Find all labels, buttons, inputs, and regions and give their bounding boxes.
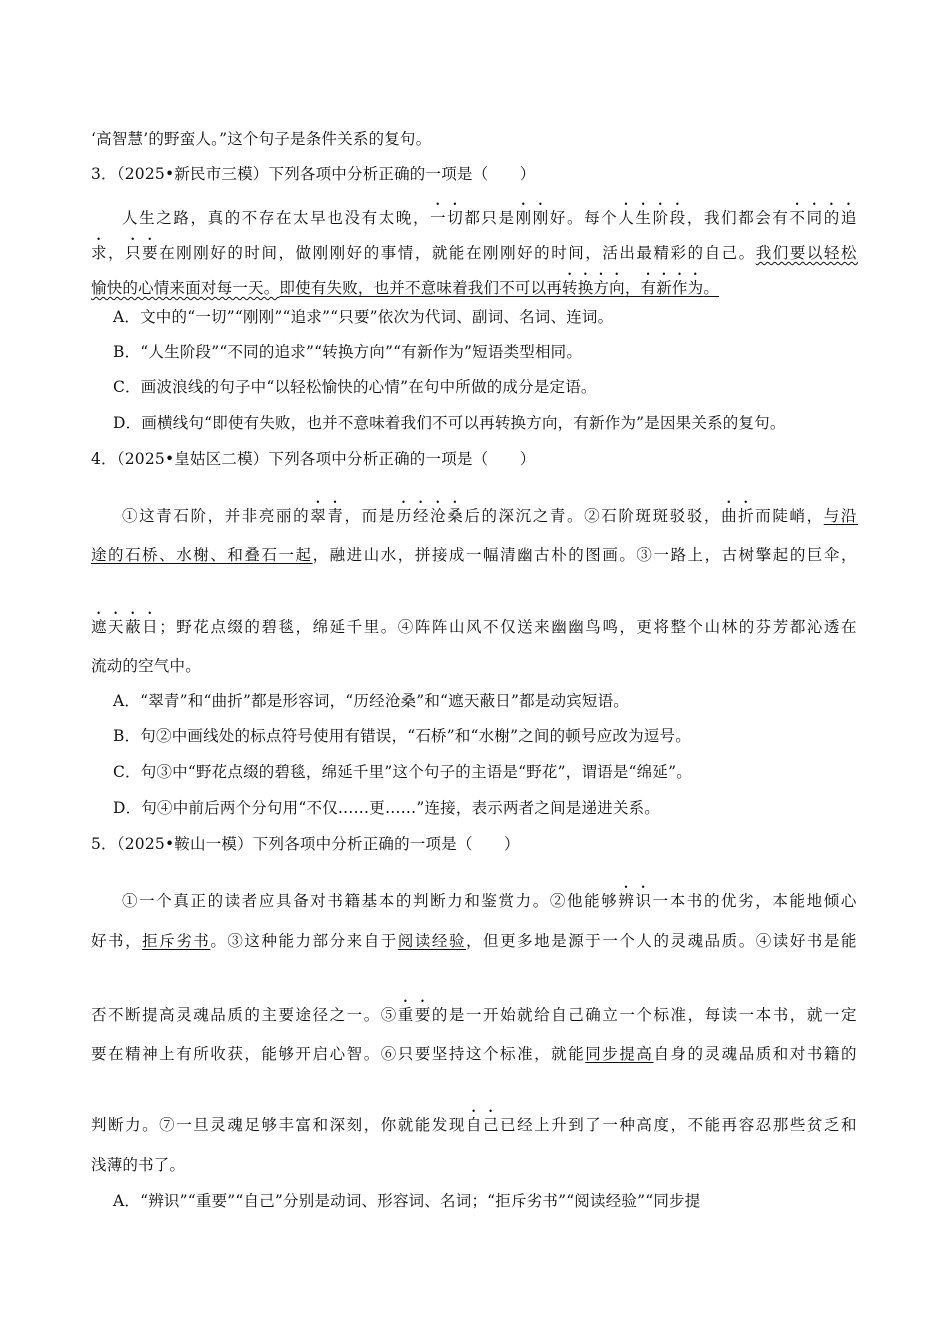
text-segment: ，但更多地是源于一个人的灵魂品质。④读好书是能 xyxy=(466,932,858,950)
text-line xyxy=(113,691,629,711)
text-segment: 。③这种能力部分来自于 xyxy=(210,932,398,950)
emphasized-word: 只要 xyxy=(125,244,160,262)
text-segment: 好书， xyxy=(91,932,143,950)
text-segment: C．句③中“野花点缀的碧毯，绵延千里”这个句子的主语是“野花”，谓语是“绵延”。 xyxy=(113,763,692,781)
text-segment: ①这青石阶，并非亮丽的 xyxy=(122,507,311,525)
text-line xyxy=(113,342,582,362)
text-segment: ‘高智慧’的野蛮人。”这个句子是条件关系的复句。 xyxy=(91,130,432,148)
text-segment: 已经上升到了一种高度，不能再容忍那些贫乏和 xyxy=(500,1116,859,1134)
text-segment: 4．（2025•皇姑区二模）下列各项中分析正确的一项是（ ） xyxy=(91,450,536,468)
text-segment: B．句②中画线处的标点符号使用有错误，“石桥”和“水榭”之间的顿号应改为逗号。 xyxy=(113,727,691,745)
text-segment: 自身的灵魂品质和对书籍的 xyxy=(653,1045,858,1063)
emphasized-word: 重要 xyxy=(397,1006,432,1024)
text-segment: ， xyxy=(108,244,126,262)
underlined-text: ， xyxy=(624,279,641,297)
underlined-text: 阅读经验 xyxy=(397,932,466,950)
text-segment: B．“人生阶段”“不同的追求”“转换方向”“有新作为”短语类型相同。 xyxy=(113,343,583,361)
text-segment: 否不断提高灵魂品质的主要途径之一。⑤ xyxy=(91,1006,398,1024)
text-segment: 而陡峭， xyxy=(755,507,824,525)
text-line xyxy=(91,1107,858,1135)
text-segment: 在刚刚好的时间，做刚刚好的事情，就能在刚刚好的时间，活出最精彩的自己。 xyxy=(159,244,756,262)
text-line xyxy=(113,413,786,433)
emphasized-word: 自己 xyxy=(465,1116,501,1134)
text-segment: 判断力。⑦一旦灵魂足够丰富和深刻，你就能发现 xyxy=(91,1116,466,1134)
text-line xyxy=(91,997,858,1025)
text-line xyxy=(91,449,535,469)
text-line xyxy=(91,834,520,854)
text-line xyxy=(91,545,858,565)
emphasized-word: 转换方向 xyxy=(562,279,625,297)
text-line xyxy=(91,609,858,637)
text-line xyxy=(91,931,858,951)
text-line xyxy=(122,200,858,228)
text-line xyxy=(91,270,719,298)
emphasized-word: 刚刚 xyxy=(515,209,550,227)
text-segment: A．“辨识”“重要”“自己”分别是动词、形容词、名词；“拒斥劣书”“阅读经验”“同步提 xyxy=(113,1192,701,1210)
emphasized-word: 辨识 xyxy=(618,892,653,910)
text-segment: 后的深沉之青。②石阶斑斑驳驳， xyxy=(464,507,722,525)
text-line xyxy=(91,164,535,184)
text-segment: 好。每个 xyxy=(549,209,619,227)
text-segment: 浅薄的书了。 xyxy=(91,1156,186,1174)
underlined-text: 拒斥劣书 xyxy=(142,932,211,950)
underlined-text: 途的石桥、水榭、和叠石一起 xyxy=(91,546,313,564)
text-segment: ；野花点缀的碧毯，绵延千里。④阵阵山风不仅送来幽幽鸟鸣，更将整个山林的芬芳都沁透在 xyxy=(159,618,858,636)
text-line xyxy=(122,883,858,911)
text-segment: 的是一开始就给自己确立一个标准，每读一本书，就一定 xyxy=(431,1006,858,1024)
emphasized-word: 求 xyxy=(91,244,109,262)
text-segment: ，我们都会有 xyxy=(686,209,790,227)
emphasized-word: 遮天蔽日 xyxy=(91,618,160,636)
text-line xyxy=(122,498,858,526)
text-segment: A．文中的“一切”“刚刚”“追求”“只要”依次为代词、副词、名词、连词。 xyxy=(113,308,614,326)
text-segment: 一本书的优劣，本能地倾心 xyxy=(652,892,858,910)
text-segment: C．画波浪线的句子中“以轻松愉快的心情”在句中所做的成分是定语。 xyxy=(113,378,597,396)
text-segment: ①一个真正的读者应具备对书籍基本的判断力和鉴赏力。②他能够 xyxy=(122,892,619,910)
text-line xyxy=(113,377,597,397)
text-line xyxy=(91,235,858,263)
text-line xyxy=(113,726,691,746)
emphasized-word: 历经沧桑 xyxy=(395,507,465,525)
emphasized-word: 曲折 xyxy=(721,507,756,525)
emphasized-word: 有新作为 xyxy=(640,279,704,297)
underlined-text: 同步提高 xyxy=(585,1045,654,1063)
text-line xyxy=(91,1044,858,1064)
text-segment: 都只是 xyxy=(464,209,516,227)
emphasized-word: 一切 xyxy=(430,209,465,227)
text-segment: 人生之路，真的不存在太早也没有太晚， xyxy=(122,209,431,227)
text-line xyxy=(113,798,660,818)
text-segment: 流动的空气中。 xyxy=(91,657,201,675)
underlined-text: 即使有失败，也并不意味着我们不可以再 xyxy=(279,279,563,297)
text-segment: D．画横线句“即使有失败，也并不意味着我们不可以再转换方向，有新作为”是因果关系的复句。 xyxy=(113,414,786,432)
text-segment: ，而是 xyxy=(344,507,396,525)
text-segment: 3．（2025•新民市三模）下列各项中分析正确的一项是（ ） xyxy=(91,165,536,183)
wavy-underlined-text: 我们要以轻松 xyxy=(755,244,858,262)
text-line xyxy=(91,656,201,676)
underlined-text: 。 xyxy=(703,279,720,297)
text-line xyxy=(113,762,692,782)
text-line xyxy=(113,1191,700,1211)
text-segment: A．“翠青”和“曲折”都是形容词，“历经沧桑”和“遮天蔽日”都是动宾短语。 xyxy=(113,692,629,710)
text-segment: 5．（2025•鞍山一模）下列各项中分析正确的一项是（ ） xyxy=(91,835,520,853)
underlined-text: 与沿 xyxy=(823,507,858,525)
text-segment: ，融进山水，拼接成一幅清幽古朴的图画。③一路上，古树擎起的巨伞， xyxy=(312,546,858,564)
text-line xyxy=(91,1155,185,1175)
text-segment: D．句④中前后两个分句用“不仅……更……”连接，表示两者之间是递进关系。 xyxy=(113,799,660,817)
text-line xyxy=(113,307,613,327)
wavy-underlined-text: 愉快的心情来面对每一天。 xyxy=(91,279,280,297)
emphasized-word: 人生阶段 xyxy=(618,209,687,227)
text-segment: 要在精神上有所收获，能够开启心智。⑥只要坚持这个标准，就能 xyxy=(91,1045,586,1063)
emphasized-word: 不同的追 xyxy=(789,209,859,227)
text-line xyxy=(91,129,431,149)
emphasized-word: 翠青 xyxy=(310,507,345,525)
